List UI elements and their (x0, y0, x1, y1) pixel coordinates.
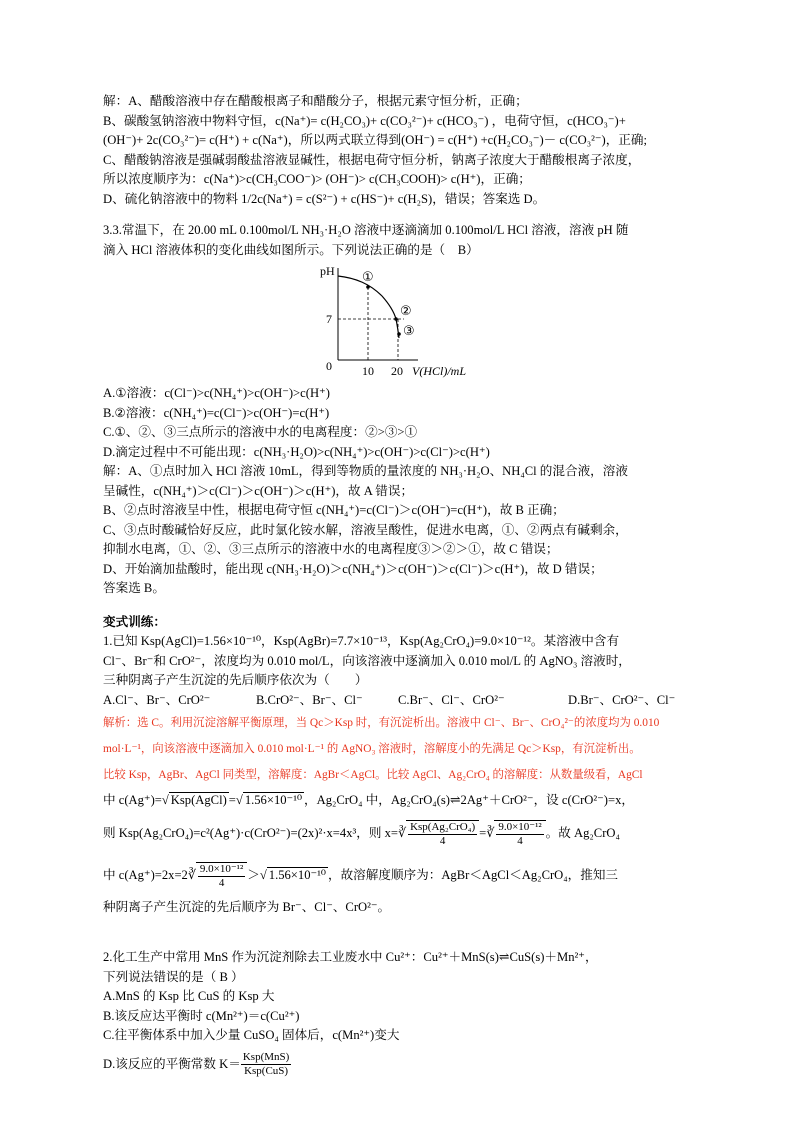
x-tick-10: 10 (362, 364, 374, 378)
options-row (103, 691, 699, 711)
point-3-label: ③ (403, 324, 415, 339)
solution-line: 所以浓度顺序为：c(Na⁺)>c(CH₃COO⁻)> (OH⁻)> c(CH₃COOH)> c(H⁺)，正确； (103, 172, 531, 186)
solution-line: D、硫化钠溶液中的物料 1/2c(Na⁺) = c(S²⁻) + c(HS⁻)+ c(H₂S)，错误；答案选 D。 (103, 191, 546, 206)
answer-line: D、开始滴加盐酸时，能出现 c(NH₃·H₂O)＞c(NH₄⁺)＞c(OH⁻)＞c(Cl⁻)＞c(H⁺)，故 D 错误； (103, 561, 603, 576)
option-a: A.①溶液：c(Cl⁻)>c(NH₄⁺)>c(OH⁻)>c(H⁺) (103, 386, 330, 400)
option-d: D.滴定过程中不可能出现：c(NH₃·H₂O)>c(NH₄⁺)>c(OH⁻)>c(Cl⁻)>c(H⁺) (103, 444, 490, 459)
point-1-label: ① (362, 270, 374, 285)
question-stem: 1.已知 Ksp(AgCl)=1.56×10⁻¹⁰，Ksp(AgBr)=7.7×10⁻¹³，Ksp(Ag₂CrO₄)=9.0×10⁻¹²。某溶液中含有 (103, 634, 620, 648)
option-b: B.②溶液：c(NH₄⁺)=c(Cl⁻)>c(OH⁻)=c(H⁺) (103, 405, 330, 420)
option-b: B.CrO²⁻、Br⁻、Cl⁻ (256, 692, 363, 707)
option-b: B.该反应达平衡时 c(Mn²⁺)＝c(Cu²⁺) (103, 1008, 300, 1023)
explanation-line: 比较 Ksp，AgBr、AgCl 同类型，溶解度：AgBr＜AgCl。比较 AgCl、Ag₂CrO₄ 的溶解度：从数量级看，AgCl (103, 769, 643, 781)
question-stem: 三种阴离子产生沉淀的先后顺序依次为（ ） (103, 673, 368, 687)
solution-line: (OH⁻)+ 2c(CO₃²⁻)= c(H⁺) + c(Na⁺)，所以两式联立得到(OH⁻) = c(H⁺) +c(H₂CO₃⁻)－ c(CO₃²⁻)，正确; (103, 133, 647, 147)
solution-line: B、碳酸氢钠溶液中物料守恒，c(Na⁺)= c(H₂CO₃)+ c(CO₃²⁻)+ c(HCO₃⁻) ，电荷守恒，c(HCO₃⁻)+ (103, 113, 626, 128)
solution-line: 解：A、醋酸溶液中存在醋酸根离子和醋酸分子，根据元素守恒分析，正确； (103, 94, 528, 108)
solution-block-1 (103, 92, 699, 209)
explanation-line: 种阴离子产生沉淀的先后顺序为 Br⁻、Cl⁻、CrO²⁻。 (103, 900, 391, 914)
point-2-label: ② (400, 304, 412, 319)
origin-label: 0 (326, 359, 332, 373)
y-axis-label: pH (320, 264, 335, 278)
option-c: C.往平衡体系中加入少量 CuSO₄ 固体后，c(Mn²⁺)变大 (103, 1028, 400, 1042)
answer-line: 呈碱性，c(NH₄⁺)＞c(Cl⁻)＞c(OH⁻)＞c(H⁺)，故 A 错误； (103, 483, 414, 498)
explanation-line: 则 Ksp(Ag₂CrO₄)=c²(Ag⁺)·c(CrO²⁻)=(2x)²·x=4x³，则 x=∛ $\frac{\text{Ksp(Ag₂CrO₄)}}{4}$ =∛ $\frac{\text{9.0×10⁻¹²}}{4}$ 。故 Ag₂CrO₄ (103, 821, 620, 848)
option-d: D.该反应的平衡常数 K＝ $\frac{\text{Ksp(MnS)}}{\text{Ksp(CuS)}}$ (103, 1051, 290, 1078)
option-a: A.MnS 的 Ksp 比 CuS 的 Ksp 大 (103, 989, 275, 1003)
answer-line: 答案选 B。 (103, 581, 165, 595)
titration-curve-svg (308, 262, 488, 382)
question-stem: 2.化工生产中常用 MnS 作为沉淀剂除去工业废水中 Cu²⁺：Cu²⁺＋MnS(s)⇌CuS(s)＋Mn²⁺， (103, 950, 598, 964)
answer-line: B、②点时溶液呈中性，根据电荷守恒 c(NH₄⁺)=c(Cl⁻)＞c(OH⁻)=c(H⁺)，故 B 正确； (103, 503, 565, 517)
answer-line: C、③点时酸碱恰好反应，此时氯化铵水解，溶液呈酸性，促进水电离，①、②两点有碱剩余， (103, 522, 628, 537)
option-a: A.Cl⁻、Br⁻、CrO²⁻ (103, 692, 211, 707)
titration-graph (103, 262, 699, 384)
option-d: D.Br⁻、CrO²⁻、Cl⁻ (568, 692, 676, 707)
question-stem: 滴入 HCl 溶液体积的变化曲线如图所示。下列说法正确的是（ B） (103, 242, 479, 257)
question-3 (103, 221, 699, 599)
document-page (103, 92, 699, 1082)
question-stem: Cl⁻、Br⁻和 CrO²⁻，浓度均为 0.010 mol/L，向该溶液中逐滴加入 0.010 mol/L 的 AgNO₃ 溶液时， (103, 653, 631, 668)
answer-line: 抑制水电离，①、②、③三点所示的溶液中水的电离程度③＞②＞①，故 C 错误； (103, 542, 559, 556)
explanation-line: 中 c(Ag⁺)=2x=2∛ $\frac{\text{9.0×10⁻¹²}}{4}$ ＞√ 1.56×10⁻¹⁰ ，故溶解度顺序为：AgBr＜AgCl＜Ag₂CrO₄，推知三 (103, 863, 619, 890)
explanation-line: mol·L⁻¹，向该溶液中逐滴加入 0.010 mol·L⁻¹ 的 AgNO₃ 溶液时，溶解度小的先满足 Qc＞Ksp，有沉淀析出。 (103, 743, 641, 755)
explanation-line: 中 c(Ag⁺)=√ Ksp(AgCl) =√ 1.56×10⁻¹⁰ ，Ag₂CrO₄ 中，Ag₂CrO₄(s)⇌2Ag⁺＋CrO²⁻，设 c(CrO²⁻)=x， (103, 793, 634, 807)
point-1-dot (366, 285, 370, 289)
point-2-dot (394, 317, 398, 321)
question-stem: 3.3.常温下，在 20.00 mL 0.100mol/L NH₃·H₂O 溶液中逐滴滴加 0.100mol/L HCl 溶液，溶液 pH 随 (103, 223, 629, 237)
x-axis-label: V(HCl)/mL (412, 364, 466, 378)
explanation-line: 解析：选 C。利用沉淀溶解平衡原理，当 Qc＞Ksp 时，有沉淀析出。溶液中 Cl⁻、Br⁻、CrO₄²⁻的浓度均为 0.010 (103, 717, 660, 729)
y-tick-7: 7 (326, 312, 332, 326)
variant-section (103, 613, 699, 1082)
solution-line: C、醋酸钠溶液是强碱弱酸盐溶液显碱性，根据电荷守恒分析，钠离子浓度大于醋酸根离子浓度， (103, 152, 641, 167)
option-c: C.①、②、③三点所示的溶液中水的电离程度：②>③>① (103, 425, 418, 439)
option-c: C.Br⁻、Cl⁻、CrO²⁻ (398, 692, 505, 707)
answer-line: 解：A、①点时加入 HCl 溶液 10mL，得到等物质的量浓度的 NH₃·H₂O、NH₄Cl 的混合液，溶液 (103, 464, 628, 478)
point-3-dot (397, 332, 401, 336)
question-stem: 下列说法错误的是（ B ） (103, 969, 244, 984)
section-heading: 变式训练： (103, 614, 166, 629)
x-tick-20: 20 (391, 364, 403, 378)
